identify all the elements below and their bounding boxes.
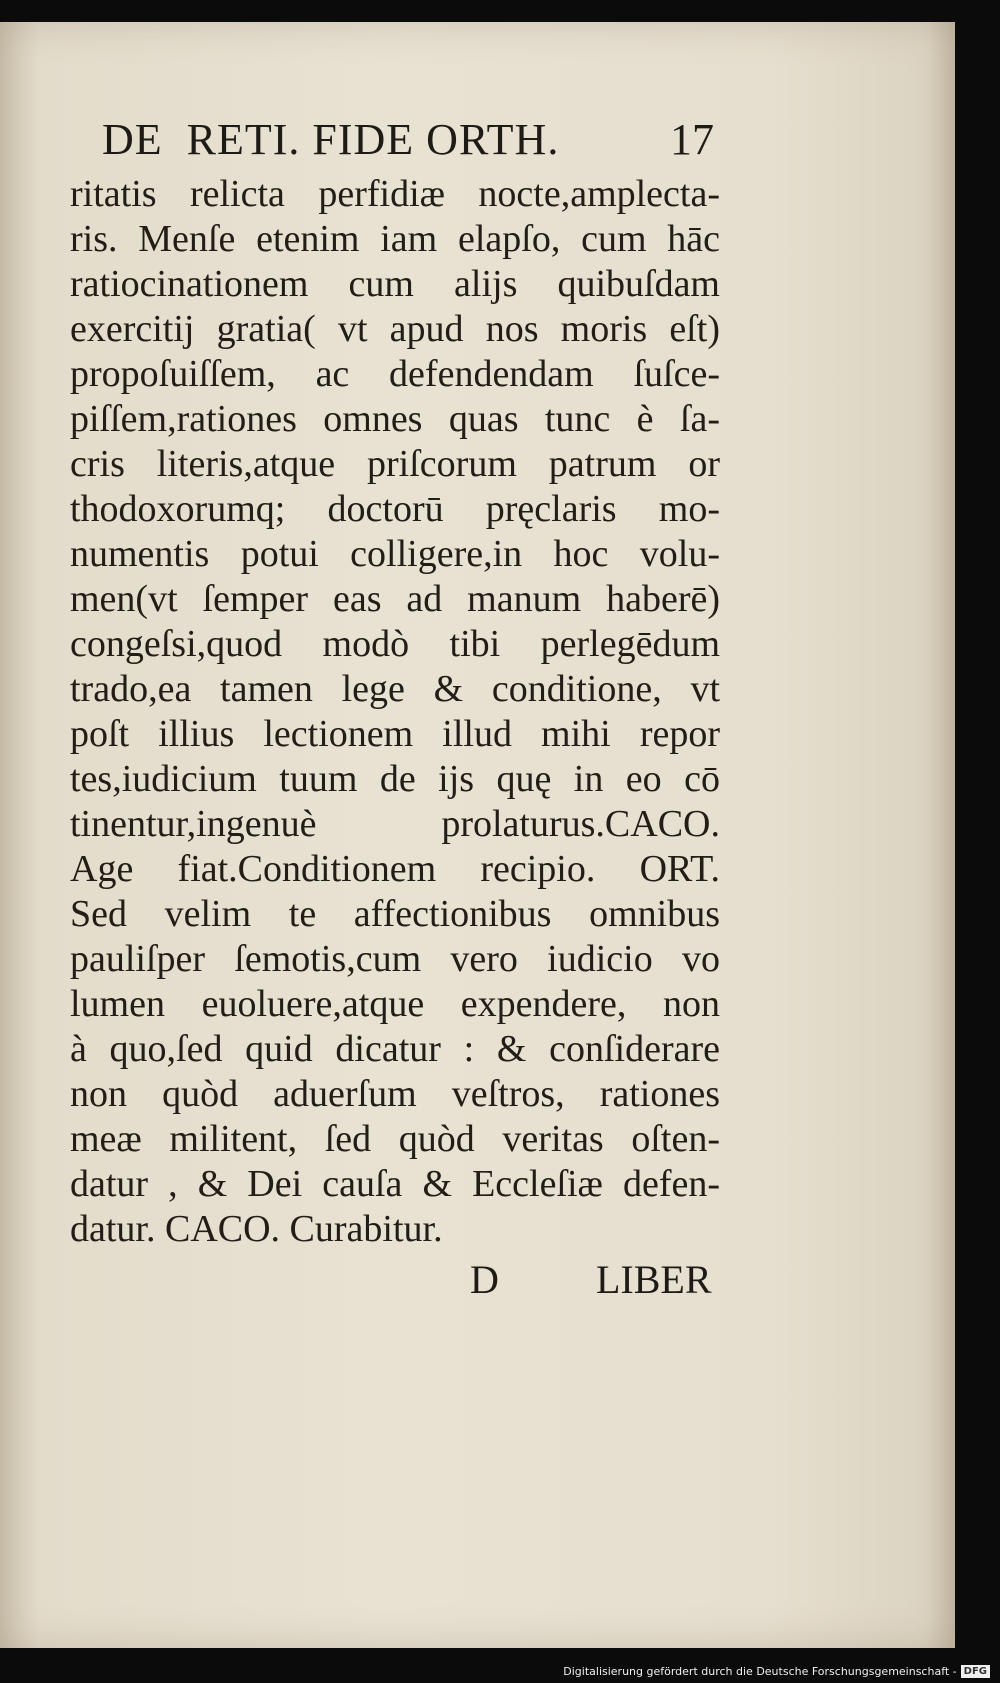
dfg-logo: DFG — [961, 1665, 990, 1678]
text-line: Age fiat.Conditionem recipio. ORT. — [70, 848, 720, 890]
text-line: Sed velim te affectionibus omnibus — [70, 893, 720, 935]
text-line: ratiocinationem cum alijs quibuſdam — [70, 263, 720, 305]
text-line: meæ militent, ſed quòd veritas oſten- — [70, 1118, 720, 1160]
text-line: non quòd aduerſum veſtros, rationes — [70, 1073, 720, 1115]
footer-credit: Digitalisierung gefördert durch die Deutsche Forschungsgemeinschaft - — [563, 1664, 957, 1678]
text-line: congeſsi,quod modò tibi perlegēdum — [70, 623, 720, 665]
book-page — [0, 22, 955, 1648]
digitization-footer — [563, 1663, 990, 1679]
text-line: ritatis relicta perfidiæ nocte,amplecta- — [70, 173, 720, 215]
body-text — [70, 172, 720, 1252]
running-head — [102, 114, 714, 170]
text-line: pauliſper ſemotis,cum vero iudicio vo — [70, 938, 720, 980]
page-number: 17 — [670, 115, 714, 164]
text-line: men(vt ſemper eas ad manum haberē) — [70, 578, 720, 620]
text-line: datur , & Dei cauſa & Eccleſiæ defen- — [70, 1163, 720, 1205]
text-line: thodoxorumq; doctorū pręclaris mo- — [70, 488, 720, 530]
text-line: lumen euoluere,atque expendere, non — [70, 983, 720, 1025]
signature-mark: D — [470, 1257, 499, 1302]
text-line: cris literis,atque priſcorum patrum or — [70, 443, 720, 485]
text-line: à quo,ſed quid dicatur : & conſiderare — [70, 1028, 720, 1070]
text-line: propoſuiſſem, ac defendendam ſuſce- — [70, 353, 720, 395]
running-head-title: DE RETI. FIDE ORTH. — [102, 115, 560, 164]
text-line: exercitij gratia( vt apud nos moris eſt) — [70, 308, 720, 350]
text-line: datur. CACO. Curabitur. — [70, 1208, 443, 1250]
text-line: poſt illius lectionem illud mihi repor — [70, 713, 720, 755]
text-line: tinentur,ingenuè prolaturus.CACO. — [70, 803, 720, 845]
text-line: piſſem,rationes omnes quas tunc è ſa- — [70, 398, 720, 440]
text-line: trado,ea tamen lege & conditione, vt — [70, 668, 720, 710]
catchword: LIBER — [596, 1257, 712, 1302]
text-line: ris. Menſe etenim iam elapſo, cum hāc — [70, 218, 720, 260]
text-line: numentis potui colligere,in hoc volu- — [70, 533, 720, 575]
text-line: tes,iudicium tuum de ijs quę in eo cō — [70, 758, 720, 800]
